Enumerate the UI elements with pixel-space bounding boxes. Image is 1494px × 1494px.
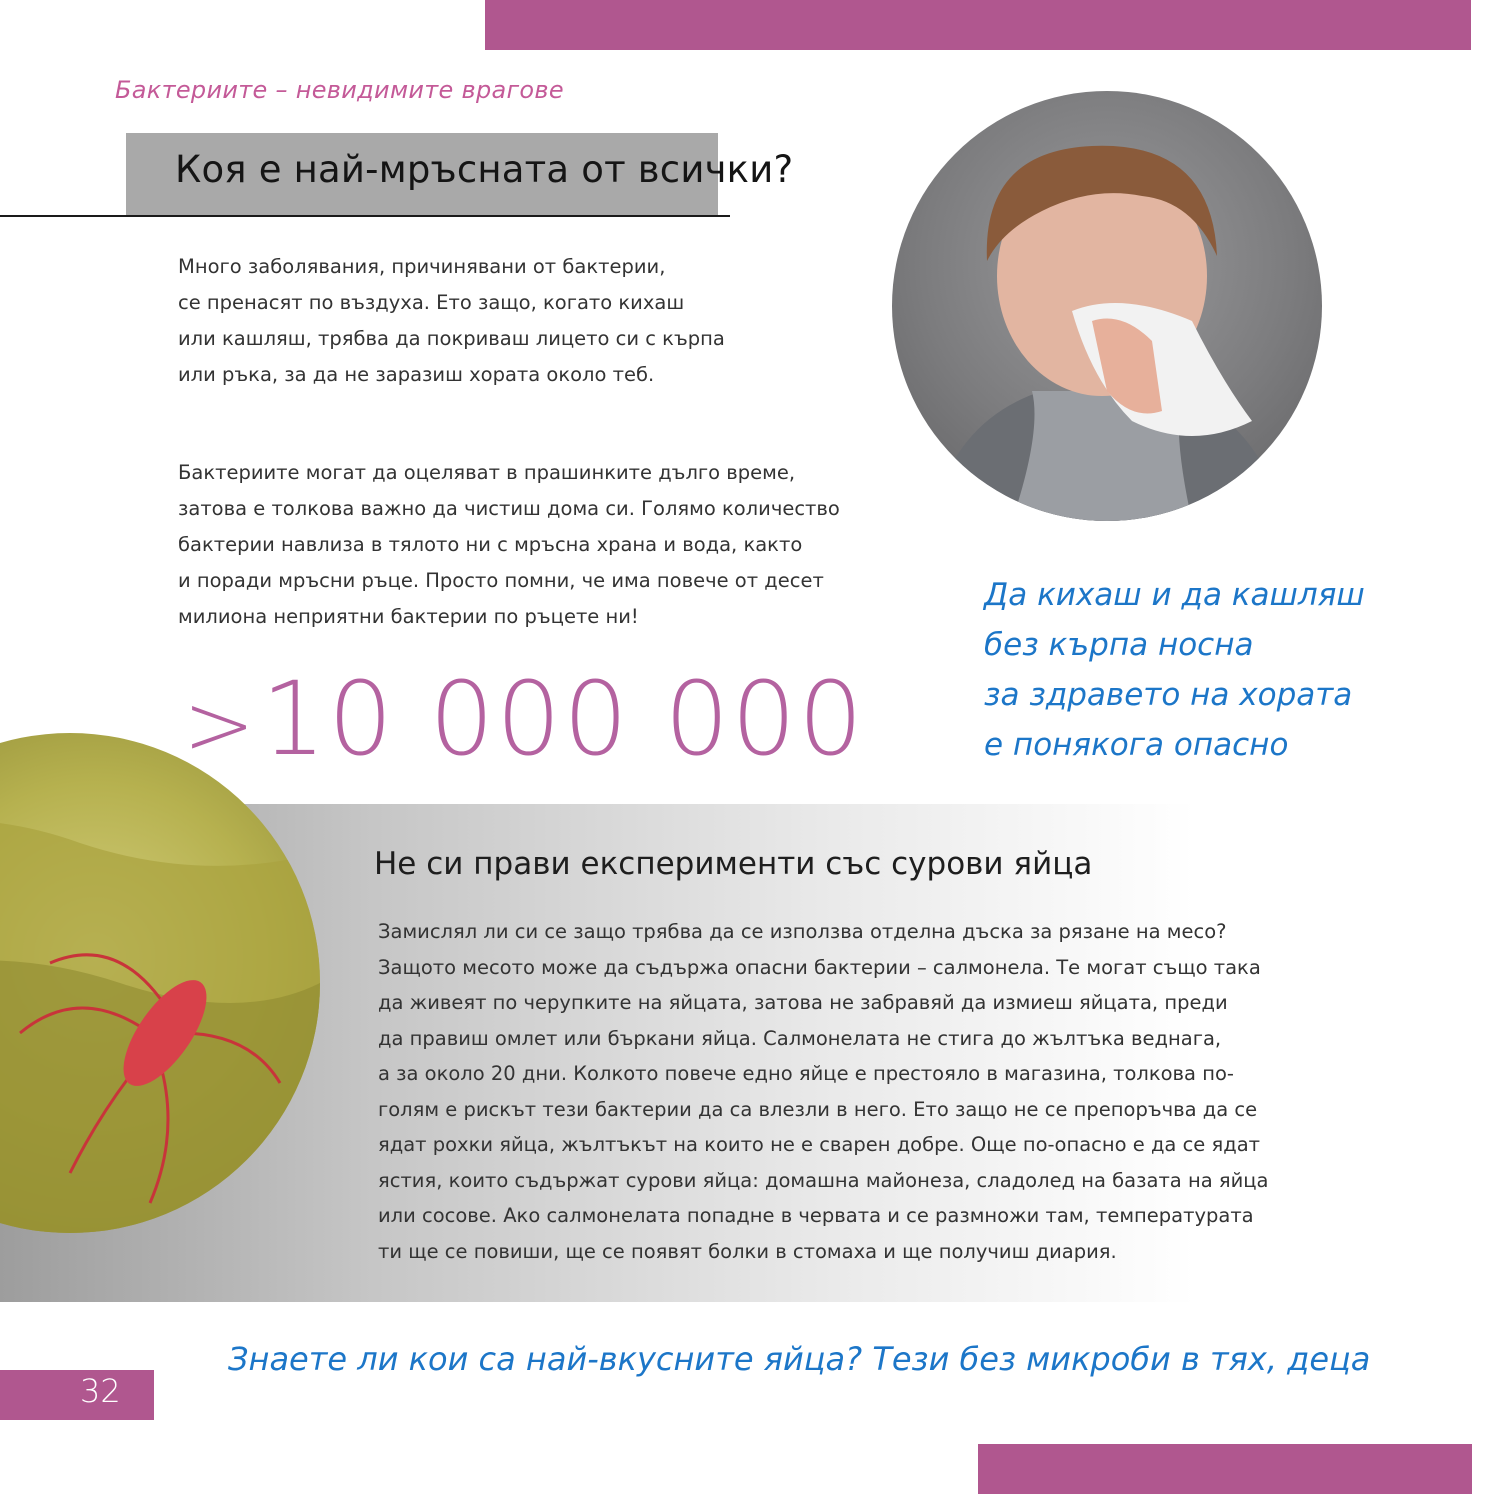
- text-line: милиона неприятни бактерии по ръцете ни!: [178, 605, 639, 628]
- text-line: се пренасят по въздуха. Ето защо, когато кихаш: [178, 291, 685, 314]
- quote-line: е понякога опасно: [984, 727, 1289, 763]
- text-line: Много заболявания, причинявани от бактерии,: [178, 255, 666, 278]
- bottom-accent-bar: [978, 1444, 1472, 1494]
- page-title: Коя е най-мръсната от всички?: [175, 148, 794, 191]
- text-line: ти ще се повиши, ще се появят болки в стомаха и ще получиш диария.: [378, 1239, 1117, 1263]
- text-line: затова е толкова важно да чистиш дома си. Голямо количество: [178, 497, 840, 520]
- text-line: Замислял ли си се защо трябва да се използва отделна дъска за рязане на месо?: [378, 920, 1227, 943]
- page-number: 32: [80, 1372, 121, 1410]
- sneeze-rhyme-quote: [984, 570, 1365, 770]
- text-line: бактерии навлиза в тялото ни с мръсна храна и вода, както: [178, 533, 803, 556]
- intro-paragraph-2: [178, 455, 840, 635]
- text-line: Защото месото може да съдържа опасни бактерии – салмонела. Те могат също така: [378, 955, 1261, 979]
- text-line: а за около 20 дни. Колкото повече едно яйце е престояло в магазина, толкова по-: [378, 1062, 1234, 1085]
- text-line: ядат рохки яйца, жълтъкът на които не е сварен добре. Още по-опасно е да се ядат: [378, 1133, 1261, 1156]
- top-accent-bar: [485, 0, 1471, 50]
- quote-line: за здравето на хората: [984, 677, 1353, 713]
- text-line: да живеят по черупките на яйцата, затова не забравяй да измиеш яйцата, преди: [378, 991, 1228, 1014]
- text-line: ястия, които съдържат сурови яйца: домашна майонеза, сладолед на базата на яйца: [378, 1168, 1269, 1192]
- text-line: или кашляш, трябва да покриваш лицето си с кърпа: [178, 327, 725, 350]
- sneezing-boy-photo: [892, 91, 1322, 521]
- quote-line: Да кихаш и да кашляш: [984, 577, 1365, 613]
- text-line: или ръка, за да не заразиш хората около теб.: [178, 363, 655, 386]
- page-number-box: [0, 1370, 154, 1420]
- text-line: голям е рискът тези бактерии да са влезли в него. Ето защо не се препоръчва да се: [378, 1097, 1258, 1121]
- title-underline: [0, 215, 730, 217]
- eggs-joke-quote: Знаете ли кои са най-вкусните яйца? Тези без микроби в тях, деца: [228, 1340, 1371, 1378]
- text-line: и поради мръсни ръце. Просто помни, че има повече от десет: [178, 569, 824, 592]
- sneezing-boy-illustration: [892, 91, 1322, 521]
- eggs-paragraph: [378, 914, 1268, 1269]
- greater-than-symbol: >: [183, 675, 258, 775]
- text-line: или сосове. Ако салмонелата попадне в червата и се размножи там, температурата: [378, 1204, 1254, 1227]
- eggs-heading: Не си прави експерименти със сурови яйца: [374, 846, 1093, 882]
- big-number: 10 000 000: [261, 660, 866, 779]
- section-kicker: Бактериите – невидимите врагове: [115, 76, 564, 104]
- text-line: Бактериите могат да оцеляват в прашинките дълго време,: [178, 461, 796, 484]
- quote-line: без кърпа носна: [984, 627, 1254, 663]
- text-line: да правиш омлет или бъркани яйца. Салмонелата не стига до жълтъка веднага,: [378, 1026, 1222, 1050]
- intro-paragraph-1: [178, 249, 725, 393]
- big-number-callout: [183, 660, 865, 779]
